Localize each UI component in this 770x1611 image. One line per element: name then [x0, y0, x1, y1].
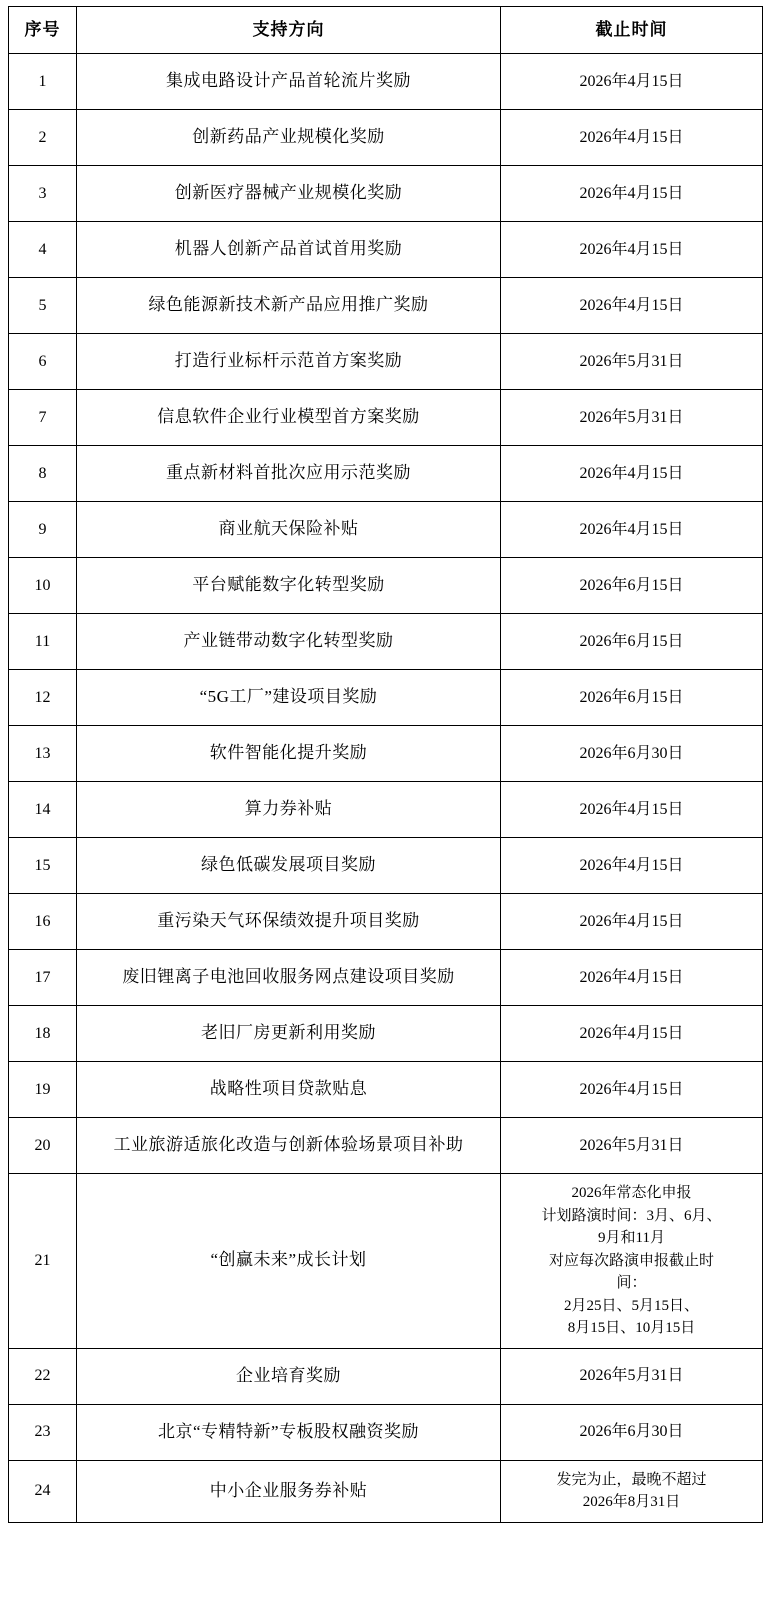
cell-deadline: 2026年4月15日	[501, 278, 763, 334]
table-row	[9, 222, 763, 278]
table-row	[9, 1118, 763, 1174]
deadline-line: 9月和11月	[598, 1230, 665, 1246]
deadline-multiline	[504, 1465, 759, 1518]
cell-support-direction: 中小企业服务券补贴	[77, 1460, 501, 1522]
cell-support-direction: 创新医疗器械产业规模化奖励	[77, 166, 501, 222]
cell-index: 13	[9, 726, 77, 782]
table-row	[9, 894, 763, 950]
cell-support-direction: 北京“专精特新”专板股权融资奖励	[77, 1404, 501, 1460]
table-row	[9, 670, 763, 726]
cell-deadline: 2026年6月30日	[501, 726, 763, 782]
header-index: 序号	[9, 7, 77, 54]
table-row	[9, 446, 763, 502]
table-row	[9, 838, 763, 894]
table-row	[9, 502, 763, 558]
cell-index: 17	[9, 950, 77, 1006]
cell-support-direction: 平台赋能数字化转型奖励	[77, 558, 501, 614]
cell-index: 24	[9, 1460, 77, 1522]
cell-support-direction: 废旧锂离子电池回收服务网点建设项目奖励	[77, 950, 501, 1006]
cell-index: 6	[9, 334, 77, 390]
table-row	[9, 1174, 763, 1349]
cell-support-direction: 老旧厂房更新利用奖励	[77, 1006, 501, 1062]
deadline-multiline	[504, 1178, 759, 1344]
cell-index: 16	[9, 894, 77, 950]
deadline-line: 对应每次路演申报截止时	[548, 1252, 714, 1269]
deadline-line: 2026年8月31日	[582, 1494, 681, 1510]
table-row	[9, 1006, 763, 1062]
table-row	[9, 558, 763, 614]
cell-index: 9	[9, 502, 77, 558]
table-row	[9, 782, 763, 838]
cell-support-direction: 打造行业标杆示范首方案奖励	[77, 334, 501, 390]
table-row	[9, 278, 763, 334]
cell-index: 2	[9, 110, 77, 166]
cell-deadline: 2026年6月15日	[501, 670, 763, 726]
cell-support-direction: 绿色能源新技术新产品应用推广奖励	[77, 278, 501, 334]
cell-index: 8	[9, 446, 77, 502]
cell-deadline: 2026年4月15日	[501, 446, 763, 502]
cell-index: 22	[9, 1348, 77, 1404]
table-row	[9, 334, 763, 390]
cell-index: 21	[9, 1174, 77, 1349]
deadline-line: 发完为止，最晚不超过	[556, 1471, 707, 1488]
cell-deadline: 2026年4月15日	[501, 166, 763, 222]
cell-deadline: 2026年4月15日	[501, 110, 763, 166]
cell-deadline: 2026年4月15日	[501, 1006, 763, 1062]
cell-deadline: 2026年5月31日	[501, 1348, 763, 1404]
cell-support-direction: 算力券补贴	[77, 782, 501, 838]
cell-index: 3	[9, 166, 77, 222]
cell-index: 10	[9, 558, 77, 614]
header-deadline: 截止时间	[501, 7, 763, 54]
table-row	[9, 614, 763, 670]
table-row	[9, 54, 763, 110]
cell-support-direction: 集成电路设计产品首轮流片奖励	[77, 54, 501, 110]
cell-deadline: 2026年4月15日	[501, 950, 763, 1006]
table-body	[9, 54, 763, 1523]
cell-deadline: 2026年6月15日	[501, 614, 763, 670]
table-row	[9, 110, 763, 166]
cell-index: 14	[9, 782, 77, 838]
deadline-line: 8月15日、10月15日	[567, 1320, 696, 1336]
cell-deadline: 2026年4月15日	[501, 502, 763, 558]
cell-support-direction: “5G工厂”建设项目奖励	[77, 670, 501, 726]
cell-deadline: 2026年4月15日	[501, 894, 763, 950]
header-direction: 支持方向	[77, 7, 501, 54]
deadline-line: 2月25日、5月15日、	[563, 1297, 699, 1314]
cell-deadline: 2026年4月15日	[501, 782, 763, 838]
table-row	[9, 1404, 763, 1460]
cell-index: 15	[9, 838, 77, 894]
deadline-line: 间：	[616, 1275, 647, 1291]
table-header-row	[9, 7, 763, 54]
cell-index: 19	[9, 1062, 77, 1118]
cell-support-direction: 战略性项目贷款贴息	[77, 1062, 501, 1118]
cell-index: 4	[9, 222, 77, 278]
cell-support-direction: 软件智能化提升奖励	[77, 726, 501, 782]
table-row	[9, 390, 763, 446]
cell-deadline: 2026年6月15日	[501, 558, 763, 614]
table-row	[9, 1460, 763, 1522]
cell-support-direction: 创新药品产业规模化奖励	[77, 110, 501, 166]
cell-index: 12	[9, 670, 77, 726]
cell-support-direction: 产业链带动数字化转型奖励	[77, 614, 501, 670]
cell-support-direction: “创赢未来”成长计划	[77, 1174, 501, 1349]
deadline-line: 计划路演时间：3月、6月、	[541, 1207, 722, 1224]
table-row	[9, 726, 763, 782]
cell-deadline: 2026年4月15日	[501, 222, 763, 278]
cell-deadline: 2026年5月31日	[501, 1118, 763, 1174]
cell-support-direction: 企业培育奖励	[77, 1348, 501, 1404]
cell-index: 11	[9, 614, 77, 670]
cell-index: 7	[9, 390, 77, 446]
table-row	[9, 1348, 763, 1404]
cell-deadline: 2026年5月31日	[501, 334, 763, 390]
cell-index: 18	[9, 1006, 77, 1062]
cell-support-direction: 商业航天保险补贴	[77, 502, 501, 558]
cell-index: 5	[9, 278, 77, 334]
cell-deadline: 2026年6月30日	[501, 1404, 763, 1460]
table-row	[9, 1062, 763, 1118]
cell-deadline: 2026年5月31日	[501, 390, 763, 446]
support-directions-table	[8, 6, 763, 1523]
cell-support-direction: 重污染天气环保绩效提升项目奖励	[77, 894, 501, 950]
cell-index: 1	[9, 54, 77, 110]
table-row	[9, 166, 763, 222]
cell-deadline: 2026年4月15日	[501, 1062, 763, 1118]
cell-deadline: 2026年4月15日	[501, 54, 763, 110]
cell-deadline: 2026年4月15日	[501, 838, 763, 894]
deadline-line: 2026年常态化申报	[571, 1185, 692, 1201]
cell-index: 23	[9, 1404, 77, 1460]
cell-support-direction: 重点新材料首批次应用示范奖励	[77, 446, 501, 502]
cell-support-direction: 绿色低碳发展项目奖励	[77, 838, 501, 894]
cell-support-direction: 信息软件企业行业模型首方案奖励	[77, 390, 501, 446]
table-row	[9, 950, 763, 1006]
cell-index: 20	[9, 1118, 77, 1174]
cell-support-direction: 机器人创新产品首试首用奖励	[77, 222, 501, 278]
cell-deadline	[501, 1174, 763, 1349]
table-header	[9, 7, 763, 54]
cell-deadline	[501, 1460, 763, 1522]
cell-support-direction: 工业旅游适旅化改造与创新体验场景项目补助	[77, 1118, 501, 1174]
